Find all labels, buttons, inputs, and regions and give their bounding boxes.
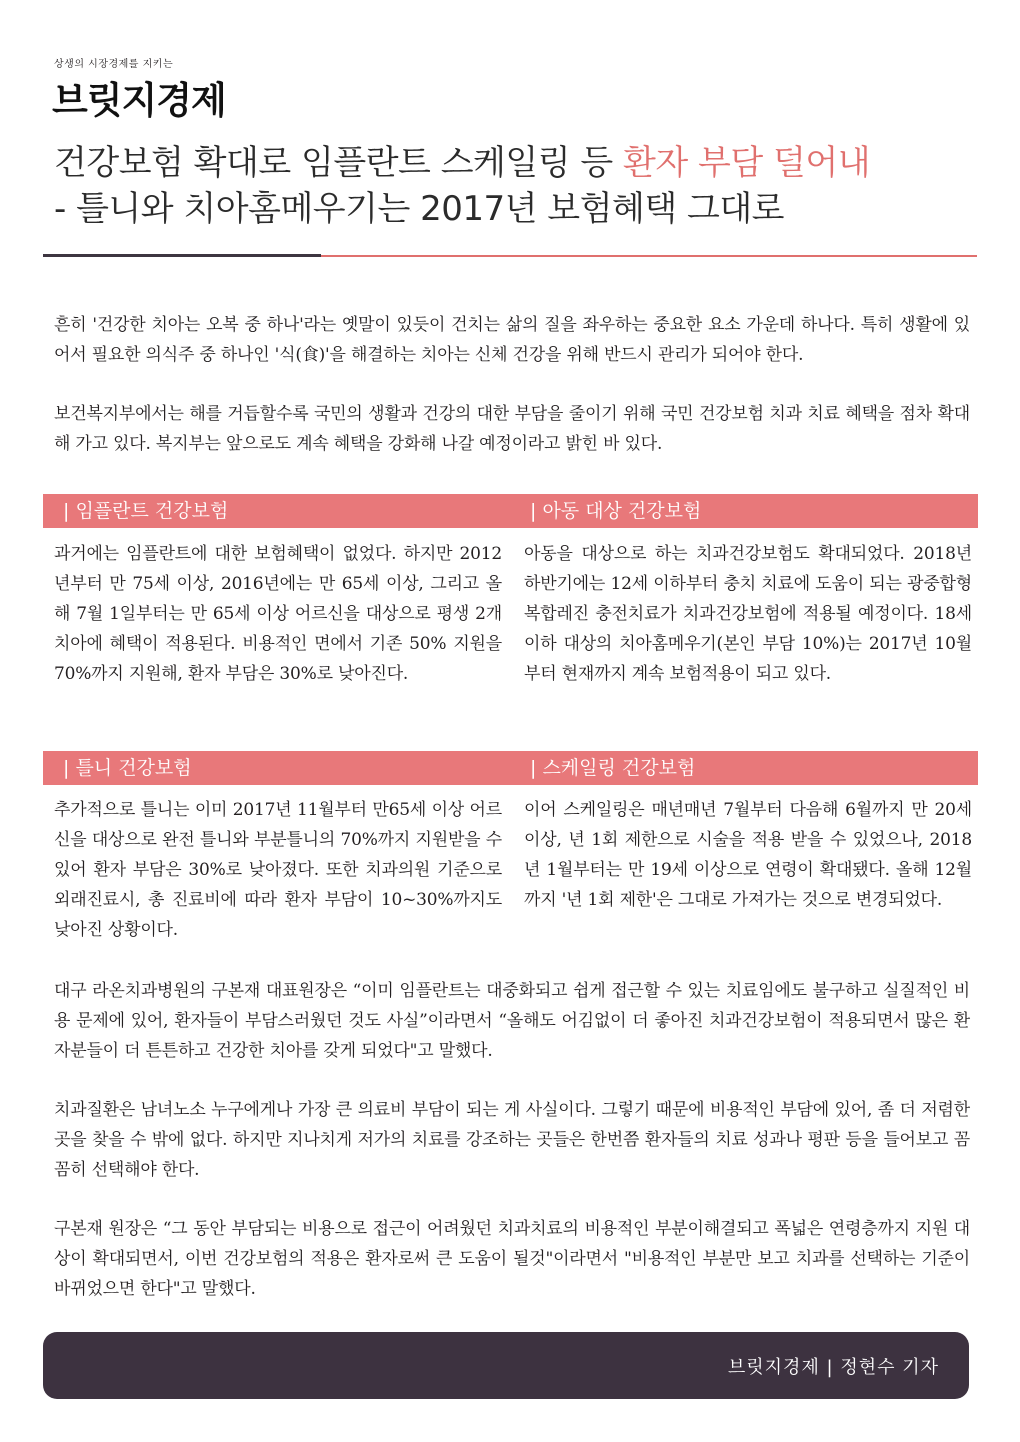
section-header-implant: | 임플란트 건강보험 <box>43 494 508 528</box>
section-header-child: | 아동 대상 건강보험 <box>508 494 978 528</box>
headline-line-1 <box>54 140 984 186</box>
brand-logo: 브릿지경제 <box>52 79 226 122</box>
closing-paragraph-3: 구본재 원장은 “그 동안 부담되는 비용으로 접근이 어려웠던 치과치료의 비용적인 부분이해결되고 폭넓은 연령층까지 지원 대상이 확대되면서, 이번 건강보험의 적용은 환자로써 큰 도움이 될것"이라면서 "비용적인 부분만 보고 치과를 선택하는 기준이 바뀌었으면 한다"고 말했다. <box>54 1219 970 1299</box>
section-body-child: 아동을 대상으로 하는 치과건강보험도 확대되었다. 2018년 하반기에는 12세 이하부터 충치 치료에 도움이 되는 광중합형 복합레진 충전치료가 치과건강보험에 적용될 예정이다. 18세 이하 대상의 치아홈메우기(본인 부담 10%)는 2017년 10월부터 현재까지 계속 보험적용이 되고 있다. <box>524 544 972 684</box>
headline-rule-dark <box>43 254 321 257</box>
section-body-denture: 추가적으로 틀니는 이미 2017년 11월부터 만65세 이상 어르신을 대상으로 완전 틀니와 부분틀니의 70%까지 지원받을 수 있어 환자 부담은 30%로 낮아졌다. 또한 치과의원 기준으로 외래진료시, 총 진료비에 따라 환자 부담이 10~30%까지도 낮아진 상황이다. <box>54 800 502 940</box>
section-header-scaling: | 스케일링 건강보험 <box>508 751 978 785</box>
closing-paragraph-2: 치과질환은 남녀노소 누구에게나 가장 큰 의료비 부담이 되는 게 사실이다. 그렇기 때문에 비용적인 부담에 있어, 좀 더 저렴한 곳을 찾을 수 밖에 없다. 하지만 지나치게 저가의 치료를 강조하는 곳들은 한번쯤 환자들의 치료 성과나 평판 등을 들어보고 꼼꼼히 선택해야 한다. <box>54 1100 970 1180</box>
footer-byline: 브릿지경제 | 정현수 기자 <box>727 1357 939 1378</box>
headline-line-1-main: 건강보험 확대로 임플란트 스케일링 등 <box>54 143 624 183</box>
headline-highlight: 환자 부담 덜어내 <box>623 143 871 183</box>
tagline: 상생의 시장경제를 지키는 <box>54 59 174 70</box>
section-body-scaling: 이어 스케일링은 매년매년 7월부터 다음해 6월까지 만 20세 이상, 년 1회 제한으로 시술을 적용 받을 수 있었으나, 2018년 1월부터는 만 19세 이상으로 연령이 확대됐다. 올해 12월까지 '년 1회 제한'은 그대로 가져가는 것으로 변경되었다. <box>524 800 972 910</box>
headline <box>54 140 984 232</box>
closing-paragraph-1: 대구 라온치과병원의 구본재 대표원장은 “이미 임플란트는 대중화되고 쉽게 접근할 수 있는 치료임에도 불구하고 실질적인 비용 문제에 있어, 환자들이 부담스러웠던 것도 사실”이라면서 “올해도 어김없이 더 좋아진 치과건강보험이 적용되면서 많은 환자분들이 더 튼튼하고 건강한 치아를 갖게 되었다"고 말했다. <box>54 981 970 1061</box>
section-header-denture: | 틀니 건강보험 <box>43 751 508 785</box>
headline-rule-accent <box>321 255 977 257</box>
footer-bar <box>43 1332 969 1399</box>
section-body-implant: 과거에는 임플란트에 대한 보험혜택이 없었다. 하지만 2012년부터 만 75세 이상, 2016년에는 만 65세 이상, 그리고 올해 7월 1일부터는 만 65세 이상 어르신을 대상으로 평생 2개 치아에 혜택이 적용된다. 비용적인 면에서 기존 50% 지원을 70%까지 지원해, 환자 부담은 30%로 낮아진다. <box>54 544 502 684</box>
headline-line-2: - 틀니와 치아홈메우기는 2017년 보험혜택 그대로 <box>54 189 785 229</box>
intro-paragraph-2: 보건복지부에서는 해를 거듭할수록 국민의 생활과 건강의 대한 부담을 줄이기 위해 국민 건강보험 치과 치료 혜택을 점차 확대해 가고 있다. 복지부는 앞으로도 계속 혜택을 강화해 나갈 예정이라고 밝힌 바 있다. <box>54 404 970 454</box>
intro-paragraph-1: 흔히 '건강한 치아는 오복 중 하나'라는 옛말이 있듯이 건치는 삶의 질을 좌우하는 중요한 요소 가운데 하나다. 특히 생활에 있어서 필요한 의식주 중 하나인 '식(食)'을 해결하는 치아는 신체 건강을 위해 반드시 관리가 되어야 한다. <box>54 315 970 365</box>
